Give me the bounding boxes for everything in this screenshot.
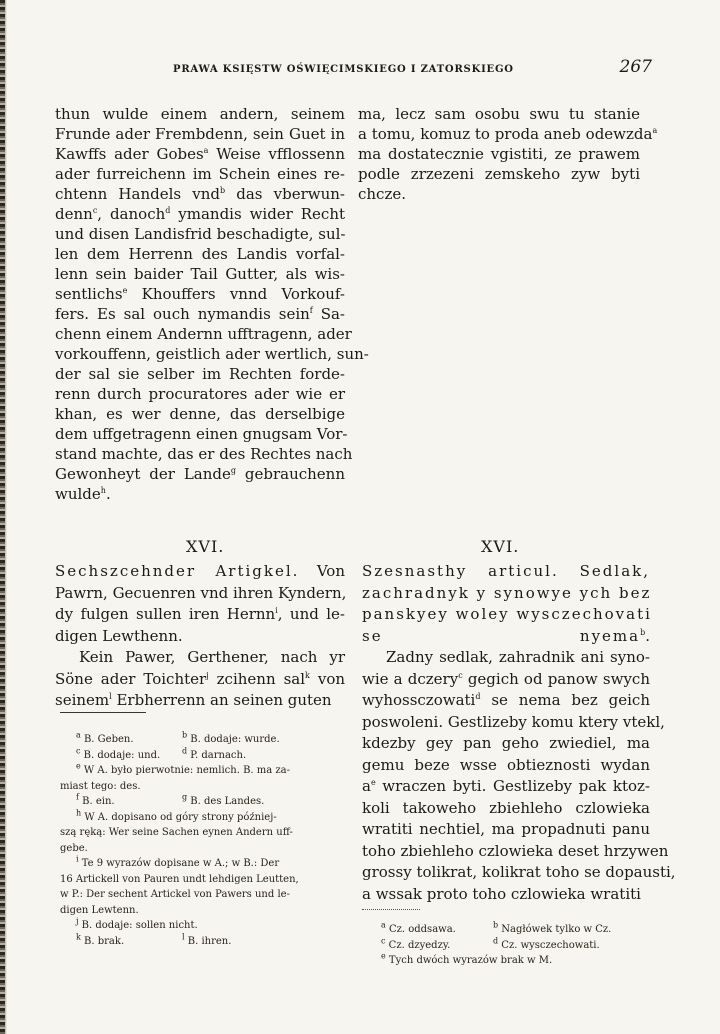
text-run: renn durch procuratores ader wie er bbox=[55, 385, 345, 403]
text-line bbox=[55, 224, 345, 244]
text-run: ma, lecz sam osobu swu tu stanie bbox=[358, 105, 640, 123]
section-heading-german: XVI. bbox=[186, 537, 225, 556]
text-run: . bbox=[645, 626, 650, 645]
text-run: Weise vfflossenn bbox=[208, 145, 345, 163]
text-run: stand machte, das er des Rechtes nach bbox=[55, 445, 353, 463]
footnote-text: Te 9 wyrazów dopisane w A.; w B.: Der bbox=[78, 858, 280, 869]
text-run: panskyey woley wysczechovati bbox=[362, 605, 652, 623]
text-run: Sechszcehnder Artigkel. bbox=[55, 562, 300, 580]
footnote-text: Nagłówek tylko w Cz. bbox=[498, 924, 612, 935]
text-line bbox=[362, 862, 676, 884]
footnote-marker: l bbox=[109, 692, 112, 701]
footnote bbox=[60, 903, 348, 919]
text-run: von bbox=[309, 669, 346, 688]
text-line bbox=[362, 561, 650, 583]
text-line bbox=[55, 561, 345, 583]
text-run: len dem Herrenn des Landis vorfal- bbox=[55, 245, 345, 263]
text-run: Von bbox=[299, 562, 345, 580]
text-run: Kawffs ader Gobes bbox=[55, 145, 204, 163]
text-run: wyhossczowati bbox=[362, 691, 476, 709]
text-run: Frunde ader Frembdenn, sein Guet in bbox=[55, 125, 345, 143]
footnote-entry bbox=[493, 922, 611, 938]
footnote-marker: k bbox=[76, 932, 81, 942]
footnote-text: szą ręką: Wer seine Sachen eynen Andern uff- bbox=[60, 827, 293, 838]
footnote-marker: e bbox=[76, 761, 81, 771]
text-run: Zadny sedlak, zahradnik ani syno- bbox=[386, 648, 650, 666]
text-line bbox=[55, 204, 345, 224]
text-run: fers. Es sal ouch nymandis sein bbox=[55, 305, 310, 323]
text-line bbox=[55, 264, 345, 284]
text-line bbox=[358, 164, 640, 184]
footnote-text: B. Geben. bbox=[80, 734, 134, 745]
german-text-continued bbox=[55, 104, 369, 504]
footnotes-german bbox=[60, 732, 348, 949]
czech-article-xvi bbox=[362, 561, 676, 905]
text-line bbox=[358, 104, 640, 124]
footnote-text: B. ihren. bbox=[184, 935, 232, 947]
text-run: ader furreichenn im Schein eines re- bbox=[55, 165, 345, 183]
text-line bbox=[55, 669, 345, 691]
footnote bbox=[60, 794, 348, 810]
text-line bbox=[55, 324, 352, 344]
text-run: chcze. bbox=[358, 185, 407, 203]
footnote-text: B. dodaje: und. bbox=[80, 749, 161, 761]
text-run: thun wulde einem andern, seinem bbox=[55, 105, 345, 123]
text-run: wratiti nechtiel, ma propadnuti panu bbox=[362, 820, 650, 838]
text-run: und disen Landisfrid beschadigte, sul- bbox=[55, 225, 346, 243]
footnote-text: digen Lewtenn. bbox=[60, 904, 139, 916]
footnote-marker: c bbox=[76, 746, 81, 756]
text-run: gebrauchenn bbox=[236, 465, 345, 483]
footnote-marker: d bbox=[165, 206, 171, 215]
text-line bbox=[55, 424, 348, 444]
text-run: koli takoweho zbiehleho czlowieka bbox=[362, 798, 650, 817]
footnote-entry bbox=[76, 746, 161, 761]
footnote-marker: d bbox=[475, 692, 481, 701]
footnote-entry bbox=[76, 854, 280, 869]
text-run: Söne ader Toichter bbox=[55, 669, 207, 688]
footnote-text: Cz. wysczechowati. bbox=[498, 939, 600, 951]
footnote bbox=[60, 732, 348, 748]
text-line bbox=[55, 344, 369, 364]
footnote-marker: e bbox=[381, 951, 386, 961]
footnotes-czech bbox=[365, 922, 627, 969]
footnote bbox=[365, 953, 627, 969]
footnote-marker: f bbox=[76, 792, 79, 802]
text-line bbox=[362, 841, 669, 863]
footnote-entry bbox=[381, 951, 553, 966]
text-run: Kein Pawer, Gerthener, nach yr bbox=[79, 648, 345, 666]
text-line bbox=[362, 798, 650, 820]
footnote-entry bbox=[182, 732, 280, 748]
footnote-text: B. dodaje: wurde. bbox=[187, 734, 280, 745]
text-run: wraczen byti. Gestlizeby pak ktoz- bbox=[375, 777, 650, 795]
text-line bbox=[55, 626, 345, 648]
text-line bbox=[55, 484, 345, 504]
text-line bbox=[358, 144, 640, 164]
footnote bbox=[60, 810, 348, 826]
text-run: der sal sie selber im Rechten forde- bbox=[55, 365, 345, 383]
text-run: zcihenn sal bbox=[208, 669, 306, 688]
text-run: ymandis wider Recht bbox=[170, 205, 346, 223]
text-run: toho zbiehleho czlowieka deset hrzywen bbox=[362, 841, 669, 860]
text-run: Gewonheyt der Lande bbox=[55, 465, 231, 483]
footnote-marker: j bbox=[206, 670, 209, 680]
footnote bbox=[365, 922, 627, 938]
section-heading-czech: XVI. bbox=[481, 537, 520, 556]
text-line bbox=[362, 583, 650, 605]
text-line bbox=[55, 144, 345, 164]
footnote-marker: h bbox=[100, 486, 106, 495]
text-line bbox=[55, 124, 345, 144]
footnote bbox=[60, 825, 348, 841]
footnote-text: P. darnach. bbox=[187, 749, 247, 761]
text-run: zachradnyk y synowye ych bez bbox=[362, 583, 652, 602]
text-line bbox=[362, 604, 650, 626]
text-run: Szesnasthy articul. Sedlak, bbox=[362, 562, 650, 580]
footnote-marker: e bbox=[122, 286, 128, 295]
footnote-marker: c bbox=[381, 936, 386, 946]
text-run: wulde bbox=[55, 485, 101, 503]
text-run: Erbherrenn an seinen guten bbox=[111, 691, 332, 709]
text-run: Pawrn, Gecuenren vnd ihren Kyndern, bbox=[55, 583, 347, 602]
text-run: ma dostatecznie vgistiti, ze prawem bbox=[358, 145, 640, 163]
footnote-marker: c bbox=[458, 670, 463, 680]
footnote-marker: a bbox=[203, 146, 209, 155]
text-line bbox=[55, 164, 345, 184]
footnote-marker: e bbox=[370, 778, 376, 787]
text-run: denn bbox=[55, 205, 93, 223]
footnote bbox=[365, 938, 627, 954]
text-line bbox=[55, 464, 345, 484]
footnote-entry bbox=[76, 932, 125, 947]
footnote-marker: b bbox=[640, 627, 646, 637]
text-line bbox=[55, 364, 345, 384]
text-run: chenn einem Andernn ufftragenn, ader bbox=[55, 325, 352, 343]
footnote-rule-right bbox=[362, 909, 420, 910]
footnote bbox=[60, 841, 348, 857]
footnote-entry bbox=[381, 936, 451, 951]
text-run: kdezby gey pan geho zwiediel, ma bbox=[362, 734, 650, 752]
text-run: , und le- bbox=[277, 605, 345, 623]
text-line bbox=[55, 690, 345, 712]
footnote bbox=[60, 934, 348, 950]
footnote-text: W A. dopisano od góry strony później- bbox=[81, 811, 277, 823]
footnote-marker: a bbox=[381, 920, 386, 930]
text-run: Sa- bbox=[312, 305, 345, 323]
footnote-rule-left bbox=[60, 712, 146, 713]
footnote-marker: d bbox=[182, 746, 188, 756]
footnote-marker: d bbox=[493, 936, 499, 946]
footnote bbox=[60, 748, 348, 764]
text-run: dy fulgen sullen iren Hernn bbox=[55, 605, 276, 623]
footnote-text: B. brak. bbox=[80, 935, 125, 947]
text-run: a tomu, komuz to proda aneb odewzda bbox=[358, 125, 653, 143]
footnote-marker: h bbox=[76, 808, 82, 818]
running-head: PRAWA KSIĘSTW OŚWIĘCIMSKIEGO I ZATORSKIEGO bbox=[173, 64, 514, 75]
text-line bbox=[55, 404, 345, 424]
text-run: lenn sein baider Tail Gutter, als wis- bbox=[55, 265, 345, 283]
footnote-marker: b bbox=[493, 920, 499, 930]
czech-text-continued bbox=[358, 104, 658, 204]
text-run: poswoleni. Gestlizeby komu ktery vtekl, bbox=[362, 712, 665, 731]
text-line bbox=[55, 583, 345, 605]
footnote bbox=[60, 872, 348, 888]
footnote-text: Cz. dzyedzy. bbox=[385, 939, 451, 951]
text-run: seinem bbox=[55, 691, 110, 709]
text-run: se nema bez geich bbox=[480, 691, 650, 709]
footnote-text: B. dodaje: sollen nicht. bbox=[78, 920, 198, 931]
footnote-text: miast tego: des. bbox=[60, 780, 141, 792]
text-line bbox=[362, 884, 650, 906]
footnote-entry bbox=[76, 916, 198, 931]
footnote-marker: k bbox=[305, 670, 310, 680]
text-run: grossy tolikrat, kolikrat toho se dopausti, bbox=[362, 863, 676, 881]
text-run: vorkouffenn, geistlich ader wertlich, sun- bbox=[55, 345, 369, 363]
footnote-entry bbox=[182, 934, 231, 950]
text-line bbox=[362, 776, 650, 798]
footnote-marker: l bbox=[182, 932, 185, 942]
footnote-marker: i bbox=[76, 854, 79, 864]
footnote-entry bbox=[76, 730, 134, 745]
text-run: Khouffers vnnd Vorkouf- bbox=[127, 285, 345, 303]
text-run: a wssak proto toho czlowieka wratiti bbox=[362, 884, 641, 903]
text-run: digen Lewthenn. bbox=[55, 626, 183, 645]
text-line bbox=[362, 755, 650, 777]
footnote-entry bbox=[76, 761, 291, 776]
page-number: 267 bbox=[619, 57, 652, 77]
footnote bbox=[60, 918, 348, 934]
scan-edge-shadow bbox=[5, 0, 7, 1034]
text-line bbox=[55, 104, 345, 124]
text-run: gegich od panow swych bbox=[462, 669, 650, 688]
german-article-xvi bbox=[55, 561, 345, 712]
footnote-marker: a bbox=[652, 126, 658, 135]
text-run: wie a dczery bbox=[362, 669, 459, 688]
footnote-marker: c bbox=[92, 206, 98, 215]
text-run: se nyema bbox=[362, 626, 641, 645]
footnote-marker: j bbox=[76, 916, 79, 926]
text-line bbox=[362, 669, 650, 691]
text-run: sentlichs bbox=[55, 285, 123, 303]
text-line bbox=[55, 184, 345, 204]
text-line bbox=[55, 244, 345, 264]
footnote-text: 16 Artickell von Pauren undt lehdigen Leutten, bbox=[60, 873, 299, 885]
text-run: , danoch bbox=[97, 205, 166, 223]
footnote-text: B. ein. bbox=[78, 796, 115, 807]
text-run: . bbox=[105, 485, 111, 503]
footnote-marker: a bbox=[76, 730, 81, 740]
footnote-marker: b bbox=[182, 730, 188, 740]
footnote-entry bbox=[381, 920, 456, 935]
footnote-entry bbox=[76, 792, 115, 807]
footnote-entry bbox=[182, 794, 264, 810]
footnote-text: W A. było pierwotnie: nemlich. B. ma za- bbox=[80, 765, 291, 776]
footnote-text: Tych dwóch wyrazów brak w M. bbox=[385, 955, 553, 966]
footnote-marker: b bbox=[219, 186, 226, 195]
footnote bbox=[60, 779, 348, 795]
footnote bbox=[60, 763, 348, 779]
text-line bbox=[358, 124, 658, 144]
text-run: khan, es wer denne, das derselbige bbox=[55, 405, 345, 423]
text-line bbox=[362, 647, 650, 669]
footnote-marker: f bbox=[309, 306, 313, 315]
footnote bbox=[60, 887, 348, 903]
footnote-marker: i bbox=[275, 606, 278, 615]
text-line bbox=[362, 819, 650, 841]
text-run: a bbox=[362, 777, 371, 795]
footnote-entry bbox=[182, 748, 246, 764]
text-run: dem uffgetragenn einen gnugsam Vor- bbox=[55, 425, 348, 443]
text-line bbox=[55, 604, 345, 626]
footnote-entry bbox=[493, 938, 600, 954]
text-line bbox=[55, 444, 353, 464]
footnote-entry bbox=[76, 808, 277, 823]
text-run: das vberwun- bbox=[225, 185, 345, 203]
text-line bbox=[362, 733, 650, 755]
text-line bbox=[55, 304, 345, 324]
text-run: chtenn Handels vnd bbox=[55, 185, 220, 203]
footnote-marker: g bbox=[182, 792, 188, 802]
text-line bbox=[55, 284, 345, 304]
footnote-text: B. des Landes. bbox=[187, 796, 265, 807]
footnote-text: gebe. bbox=[60, 842, 88, 854]
text-line bbox=[362, 626, 650, 648]
text-run: gemu beze wsse obtieznosti wydan bbox=[362, 755, 650, 774]
text-run: podle zrzezeni zemskeho zyw byti bbox=[358, 165, 640, 183]
text-line bbox=[362, 690, 650, 712]
footnote-marker: g bbox=[230, 466, 236, 475]
footnote-text: Cz. oddsawa. bbox=[385, 924, 456, 935]
footnote-text: w P.: Der sechent Artickel von Pawers und le- bbox=[60, 889, 290, 900]
text-line bbox=[55, 647, 345, 669]
text-line bbox=[55, 384, 345, 404]
text-line bbox=[362, 712, 665, 734]
text-line bbox=[358, 184, 640, 204]
footnote bbox=[60, 856, 348, 872]
